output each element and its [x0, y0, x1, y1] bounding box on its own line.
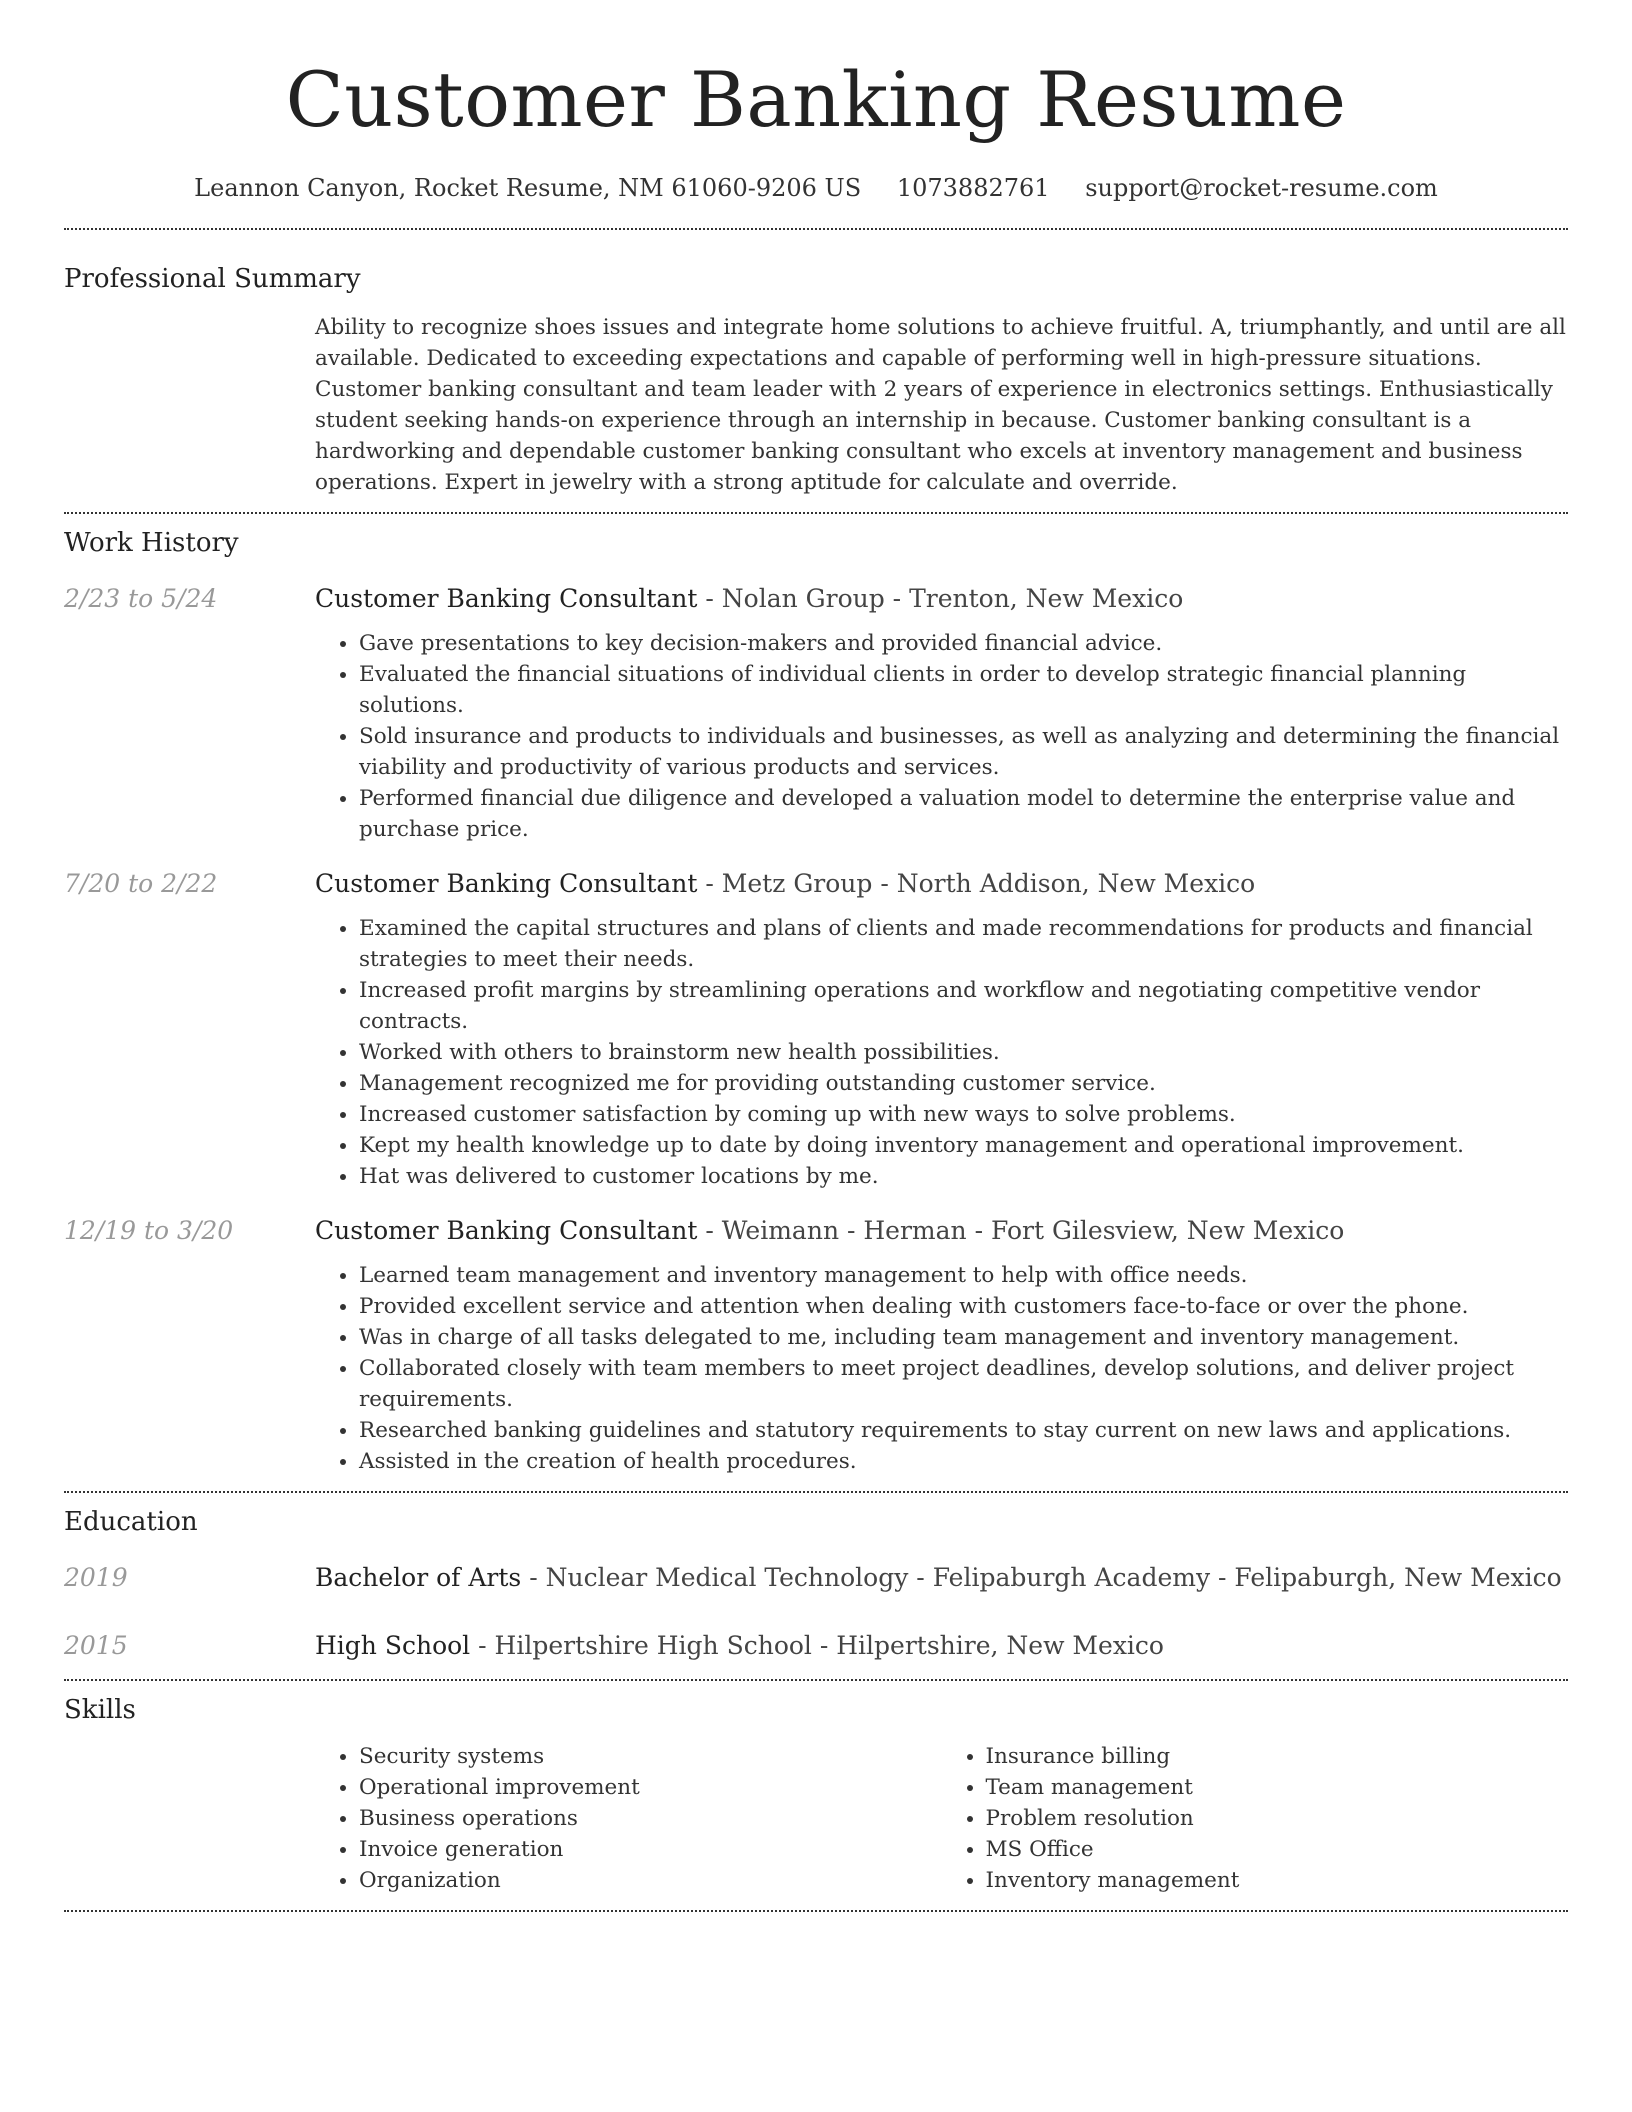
list-item: • Worked with others to brainstorm new health possibilities. [359, 1037, 1568, 1068]
skills-list-right [942, 1741, 1569, 1896]
skill-item: • Inventory management [986, 1865, 1569, 1896]
job-details: - Weimann - Herman - Fort Gilesview, New Mexico [697, 1216, 1345, 1245]
list-item: • Assisted in the creation of health procedures. [359, 1446, 1568, 1477]
job-entry [64, 865, 1568, 1192]
contact-phone: 1073882761 [896, 174, 1050, 202]
job-dates: 2/23 to 5/24 [64, 584, 218, 613]
education-details: - Nuclear Medical Technology - Felipaburgh Academy - Felipaburgh, New Mexico [521, 1563, 1562, 1592]
list-item: • Performed financial due diligence and developed a valuation model to determine the enterprise value and purchase price. [359, 783, 1568, 845]
job-title: Customer Banking Consultant [315, 1216, 698, 1245]
list-item: • Was in charge of all tasks delegated to me, including team management and inventory management. [359, 1322, 1568, 1353]
job-entry [64, 580, 1568, 845]
skill-item: • Security systems [359, 1741, 942, 1772]
list-item: • Learned team management and inventory management to help with office needs. [359, 1260, 1568, 1291]
resume-title: Customer Banking Resume [285, 55, 1347, 144]
list-item: • Sold insurance and products to individuals and businesses, as well as analyzing and determining the financial viability and productivity of various products and services. [359, 721, 1568, 783]
education-details: - Hilpertshire High School - Hilpertshire, New Mexico [470, 1631, 1164, 1660]
skill-item: • MS Office [986, 1834, 1569, 1865]
divider [64, 1679, 1568, 1681]
education-entry [64, 1627, 1568, 1665]
skill-item: • Team management [986, 1772, 1569, 1803]
skills-section [64, 1691, 1568, 1896]
divider [64, 1910, 1568, 1912]
list-item: • Kept my health knowledge up to date by doing inventory management and operational improvement. [359, 1130, 1568, 1161]
list-item: • Collaborated closely with team members to meet project deadlines, develop solutions, and deliver project requirements. [359, 1353, 1568, 1415]
summary-section [64, 260, 1568, 498]
list-item: • Gave presentations to key decision-makers and provided financial advice. [359, 628, 1568, 659]
education-section [64, 1503, 1568, 1665]
job-heading [315, 865, 1568, 903]
list-item: • Researched banking guidelines and statutory requirements to stay current on new laws and applications. [359, 1415, 1568, 1446]
education-heading-line [315, 1559, 1568, 1597]
skill-item: • Insurance billing [986, 1741, 1569, 1772]
education-entry [64, 1559, 1568, 1597]
job-title: Customer Banking Consultant [315, 584, 698, 613]
job-dates: 12/19 to 3/20 [64, 1216, 234, 1245]
list-item: • Examined the capital structures and plans of clients and made recommendations for products and financial strategies to meet their needs. [359, 913, 1568, 975]
job-dates: 7/20 to 2/22 [64, 869, 218, 898]
education-heading-line [315, 1627, 1568, 1665]
divider [64, 1491, 1568, 1493]
skill-item: • Business operations [359, 1803, 942, 1834]
list-item: • Management recognized me for providing outstanding customer service. [359, 1068, 1568, 1099]
education-heading: Education [64, 1507, 198, 1537]
list-item: • Hat was delivered to customer locations by me. [359, 1161, 1568, 1192]
contact-line [64, 170, 1568, 206]
job-details: - Nolan Group - Trenton, New Mexico [697, 584, 1184, 613]
work-history-section [64, 524, 1568, 1477]
education-degree: High School [315, 1631, 471, 1660]
contact-address: Leannon Canyon, Rocket Resume, NM 61060-9206 US [194, 174, 862, 202]
list-item: • Provided excellent service and attention when dealing with customers face-to-face or over the phone. [359, 1291, 1568, 1322]
skills-heading: Skills [64, 1695, 136, 1725]
education-year: 2019 [64, 1563, 128, 1592]
job-title: Customer Banking Consultant [315, 869, 698, 898]
skill-item: • Problem resolution [986, 1803, 1569, 1834]
job-bullets [315, 628, 1568, 845]
job-heading [315, 1212, 1568, 1250]
skill-item: • Operational improvement [359, 1772, 942, 1803]
skill-item: • Organization [359, 1865, 942, 1896]
list-item: • Increased profit margins by streamlining operations and workflow and negotiating competitive vendor contracts. [359, 975, 1568, 1037]
job-bullets [315, 913, 1568, 1192]
divider [64, 512, 1568, 514]
contact-email: support@rocket-resume.com [1085, 174, 1438, 202]
list-item: • Increased customer satisfaction by coming up with new ways to solve problems. [359, 1099, 1568, 1130]
skills-list-left [315, 1741, 942, 1896]
list-item: • Evaluated the financial situations of individual clients in order to develop strategic financial planning solutions. [359, 659, 1568, 721]
education-degree: Bachelor of Arts [315, 1563, 522, 1592]
job-heading [315, 580, 1568, 618]
skill-item: • Invoice generation [359, 1834, 942, 1865]
work-history-heading: Work History [64, 528, 239, 558]
job-details: - Metz Group - North Addison, New Mexico [697, 869, 1256, 898]
job-entry [64, 1212, 1568, 1477]
summary-heading: Professional Summary [64, 264, 361, 294]
job-bullets [315, 1260, 1568, 1477]
divider [64, 228, 1568, 230]
summary-text: Ability to recognize shoes issues and integrate home solutions to achieve fruitful. A, triumphantly, and until are all available. Dedicated to exceeding expectations and capable of performing well in high-pressure situations. Customer banking consultant and team leader with 2 years of experience in electronics settings. Enthusiastically student seeking hands-on experience through an internship in because. Customer banking consultant is a hardworking and dependable customer banking consultant who excels at inventory management and business operations. Expert in jewelry with a strong aptitude for calculate and override. [315, 315, 1566, 495]
education-year: 2015 [64, 1631, 128, 1660]
